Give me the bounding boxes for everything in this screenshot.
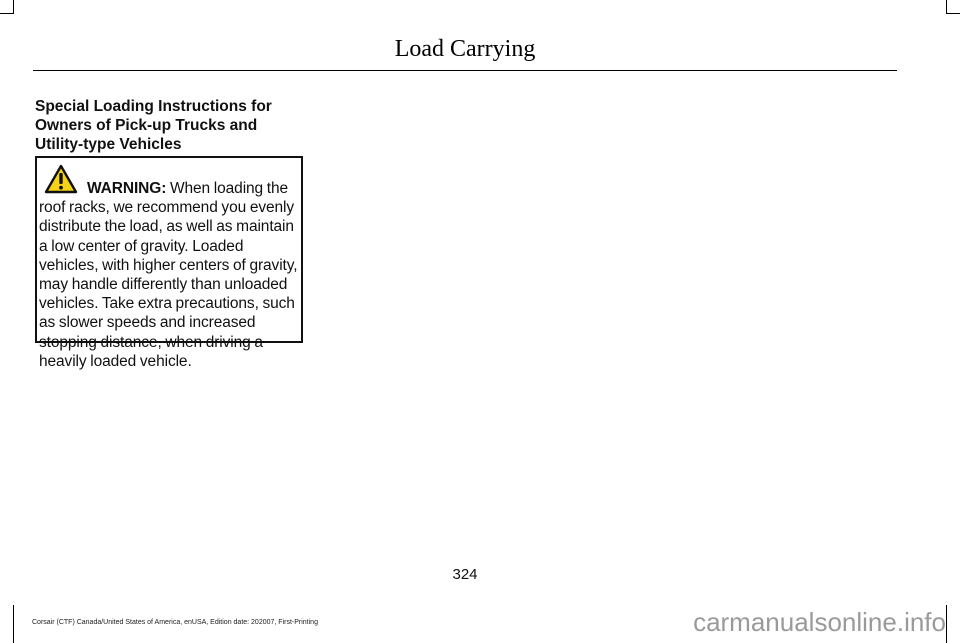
warning-body: When loading the roof racks, we recommend you evenly distribute the load, as well as maintain a low center of gravity. Loaded vehicles, with higher centers of gravity, may handle differently than unloaded vehicles. Take extra precautions, such as slower speeds and increased stopping distance, when driving a heavily loaded vehicle. bbox=[39, 180, 298, 370]
section-heading: Special Loading Instructions for Owners of Pick-up Trucks and Utility-type Vehicles bbox=[35, 98, 272, 153]
warning-text bbox=[39, 179, 301, 371]
watermark: carmanualsonline.info bbox=[693, 607, 946, 637]
footer-edition: Corsair (CTF) Canada/United States of America, enUSA, Edition date: 202007, First-Printing bbox=[32, 619, 318, 626]
crop-mark-bottom-left-vertical bbox=[13, 605, 14, 643]
crop-mark-top-right-vertical bbox=[946, 0, 947, 14]
crop-mark-bottom-right-vertical bbox=[946, 605, 947, 643]
crop-mark-top-left-horizontal bbox=[0, 13, 14, 14]
warning-box bbox=[35, 156, 303, 370]
page-number: 324 bbox=[452, 566, 478, 583]
header-rule bbox=[33, 70, 897, 71]
crop-mark-top-right-horizontal bbox=[946, 13, 960, 14]
warning-label: WARNING: bbox=[87, 180, 167, 197]
page-header-title: Load Carrying bbox=[394, 36, 536, 62]
crop-mark-top-left-vertical bbox=[13, 0, 14, 14]
